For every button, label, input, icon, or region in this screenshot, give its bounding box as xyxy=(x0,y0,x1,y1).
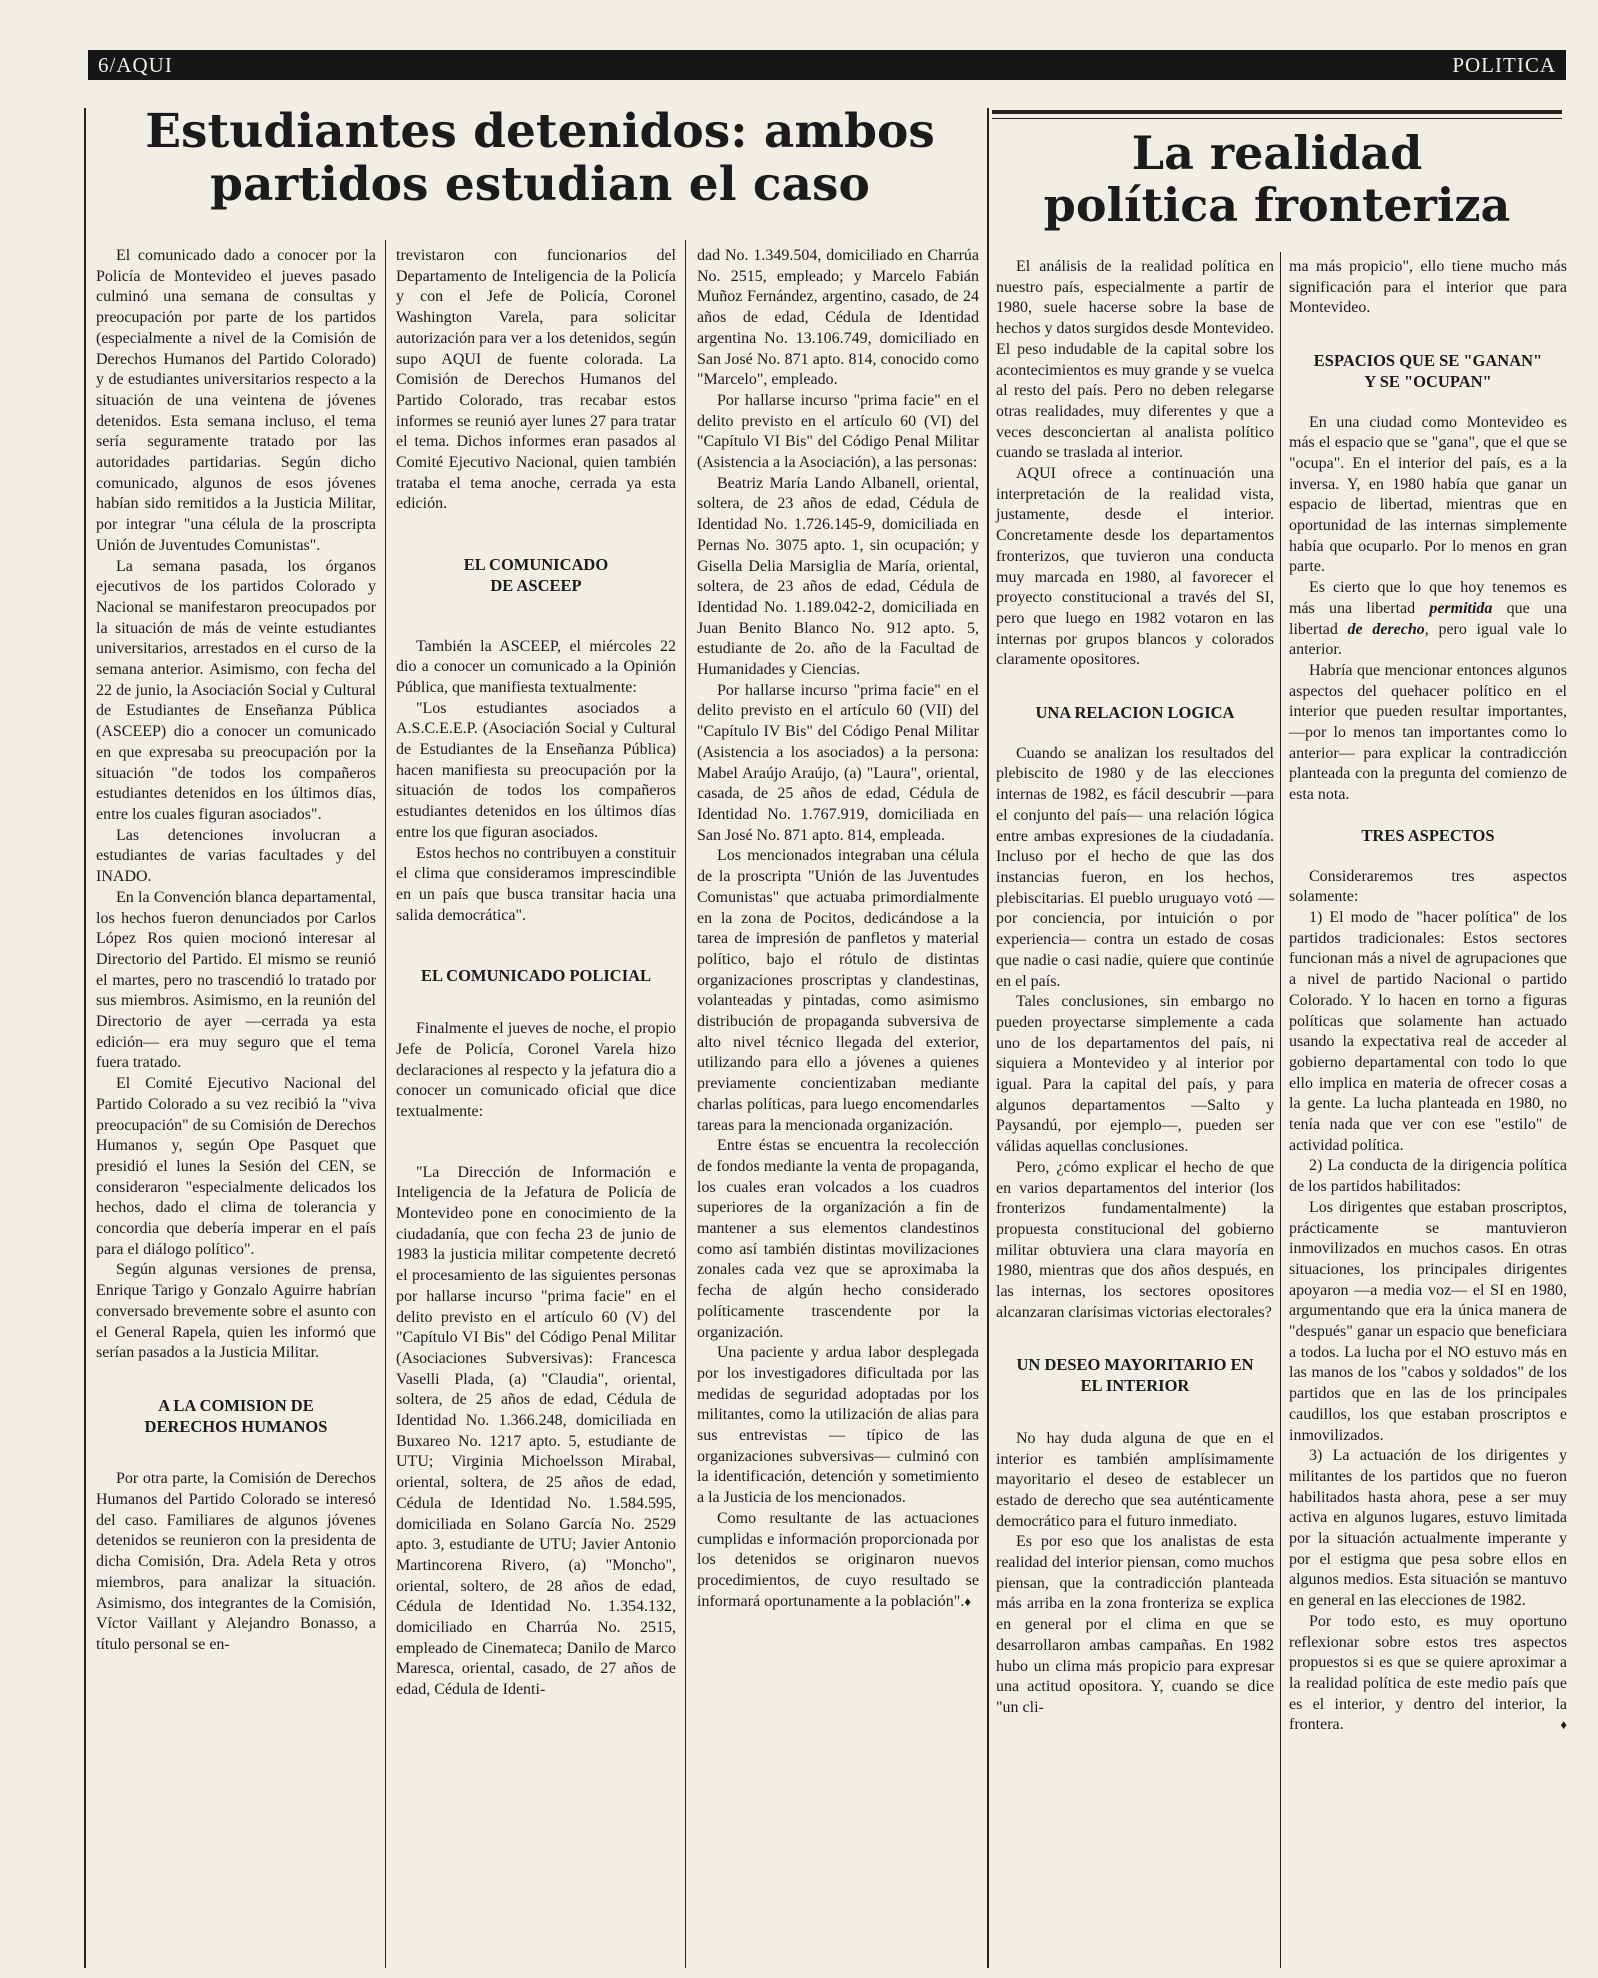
text-run: , pero igual vale lo anterior. xyxy=(1289,620,1567,659)
paragraph: Estos hechos no contribuyen a constituir el clima que consideramos imprescindible en un país que busca transitar hacia una salida democrática". xyxy=(396,844,676,924)
paragraph: 3) La actuación de los dirigentes y militantes de los partidos que no fueron habilitados hasta ahora, pese a ser muy activa en algunos lugares, estuvo limitada por la situación actualmente imperante y por el estigma que pesa sobre ellos en algunos medios. Esta situación se mantuvo en general en las elecciones de 1982. xyxy=(1289,1447,1567,1610)
headline-line: política fronteriza xyxy=(1043,177,1511,232)
paragraph: Habría que mencionar entonces algunos aspectos del quehacer político en el interior que pueden resultar importantes, —por lo menos tan importantes como lo anterior— para explicar la contradicción planteada con la pregunta del comienzo de esta nota. xyxy=(1289,661,1567,804)
paragraph: Una paciente y ardua labor desplegada por los investigadores dificultada por las medidas de seguridad adoptadas por los militantes, como la utilización de alias para sus entrevistas — típico de las organizaciones subversivas— culminó con la identificación, detención y sometimiento a la Justicia de los mencionados. xyxy=(697,1344,979,1507)
paragraph: "Los estudiantes asociados a A.S.C.E.E.P. (Asociación Social y Cultural de Estudiantes de la Enseñanza Pública) hacen manifiesta su preocupación por la situación de todos los compañeros estudiantes detenidos en los últimos días entre los que figuran asociados. xyxy=(396,699,676,841)
paragraph: ma más propicio", ello tiene mucho más significación para el interior que para Montevideo. xyxy=(1289,258,1567,317)
paragraph: Finalmente el jueves de noche, el propio Jefe de Policía, Coronel Varela hizo declaraciones al respecto y la jefatura dio a conocer un comunicado oficial que dice textualmente: xyxy=(396,1020,676,1120)
paragraph: Consideraremos tres aspectos solamente: xyxy=(1289,867,1567,906)
page-header-bar xyxy=(88,50,1566,80)
subheading: UNA RELACION LOGICA xyxy=(1035,703,1235,723)
paragraph: Las detenciones involucran a estudiantes de varias facultades y del INADO. xyxy=(96,826,376,886)
paragraph: trevistaron con funcionarios del Departamento de Inteligencia de la Policía y con el Jefe de Policía, Coronel Washington Varela, para solicitar autorización para ver a los detenidos, según supo AQUI de fuente colorada. La Comisión de Derechos Humanos del Partido Colorado, tras recabar estos informes se reunió ayer lunes 27 para tratar el tema. Dichos informes eran pasados al Comité Ejecutivo Nacional, quien también trataba el tema anoche, cerrada ya esta edición. xyxy=(396,247,676,513)
column-divider xyxy=(385,240,386,1968)
column-divider xyxy=(685,240,686,1968)
right-article-column-2 xyxy=(1289,257,1567,1736)
right-article-column-1 xyxy=(996,257,1274,1719)
paragraph-final xyxy=(1289,1612,1567,1736)
paragraph: Tales conclusiones, sin embargo no pueden proyectarse simplemente a cada uno de los departamentos del país, ni siquiera a Montevideo y al interior por igual. Para la capital del país, y para algunos departamentos —Salto y Paysandú, por ejemplo—, pueden ser válidas aquellas conclusiones. xyxy=(996,993,1274,1156)
paragraph: Por hallarse incurso "prima facie" en el delito previsto en el artículo 60 (VI) del "Capítulo VI Bis" del Código Penal Militar (Asistencia a la Asociación), a las personas: xyxy=(697,391,979,472)
paragraph: dad No. 1.349.504, domiciliado en Charrúa No. 2515, empleado; y Marcelo Fabián Muñoz Fernández, argentino, casado, de 24 años de edad, Cédula de Identidad argentina No. 13.106.749, domiciliado en San José No. 871 apto. 814, conocido como "Marcelo", empleado. xyxy=(697,247,979,389)
column-divider xyxy=(1280,252,1281,1968)
left-article-column-1 xyxy=(96,246,376,1656)
paragraph: Por hallarse incurso "prima facie" en el delito previsto en el artículo 60 (VII) del "Capítulo IV Bis" del Código Penal Militar (Asistencia a los asociados) a la persona: Mabel Araújo Araújo, (a) "Laura", oriental, casada, de 25 años de edad, Cédula de Identidad No. 1.767.919, domiciliada en San José No. 871 apto. 814, empleada. xyxy=(697,681,979,844)
paragraph: El Comité Ejecutivo Nacional del Partido Colorado a su vez recibió la "viva preocupación" de su Comisión de Derechos Humanos y, según Ope Pasquet que presidió el lunes la Sesión del CEN, se consideraron "especialmente delicados los hechos, dado el clima de tolerancia y concordia que debería imperar en el país para el diálogo político". xyxy=(96,1075,376,1258)
paragraph: Por otra parte, la Comisión de Derechos Humanos del Partido Colorado se interesó del caso. Familiares de algunos jóvenes detenidos se reunieron con la presidenta de dicha Comisión, Dra. Adela Reta y otros miembros, para analizar la situación. Asimismo, dos integrantes de la Comisión, Víctor Vaillant y Alejandro Bonasso, a título personal se en- xyxy=(96,1470,376,1653)
end-mark: ♦ xyxy=(1560,1717,1567,1733)
paragraph: Pero, ¿cómo explicar el hecho de que en varios departamentos del interior (los fronterizos fundamentalmente) la propuesta constitucional del gobierno militar obtuviera una clara mayoría en 1980, mientras que dos años después, en las internas, los sectores opositores alcanzaran clarísimas victorias electorales? xyxy=(996,1158,1274,1321)
headline-line: Estudiantes detenidos: ambos xyxy=(145,104,935,159)
paragraph: Los mencionados integraban una célula de la proscripta "Unión de las Juventudes Comunistas" que actuaba primordialmente en la zona de Pocitos, dedicándose a la tarea de impresión de panfletos y material político, bajo el rótulo de distintas organizaciones proscriptas y clandestinas, volanteadas y pintadas, como asimismo distribución de propaganda subversiva de alto nivel técnico llegada del exterior, utilizando para ello a jóvenes a quienes previamente concientizaban mediante charlas políticas, para luego encomendarles tareas para la mencionada organización. xyxy=(697,847,979,1134)
emphasis: de derecho xyxy=(1347,620,1425,638)
paragraph: Entre éstas se encuentra la recolección de fondos mediante la venta de propaganda, los cuales eran volcados a los cuadros superiores de la organización a fin de mantener a sus elementos clandestinos como así también distintas movilizaciones zonales cada vez que se aproximaba la fecha de algún hecho considerado políticamente trascendente por la organización. xyxy=(697,1137,979,1341)
paragraph: 1) El modo de "hacer política" de los partidos tradicionales: Estos sectores funcionan más a nivel de agrupaciones que a nivel de partido Nacional o partido Colorado. Y lo hacen en torno a figuras políticas que solamente han actuado usando la expectativa real de acceder al gobierno departamental con todo lo que ello implica en materia de ofrecer cosas a la gente. La lucha planteada en 1980, no tenía nada que ver con ese "estilo" de actividad política. xyxy=(1289,908,1567,1154)
end-mark: ♦ xyxy=(964,1593,971,1609)
right-article-top-rule xyxy=(992,110,1562,114)
paragraph-final xyxy=(697,1509,979,1613)
paragraph: Los dirigentes que estaban proscriptos, prácticamente se mantuvieron inmovilizados en muchos casos. En otras situaciones, los principales dirigentes apoyaron —a media voz— el SI en 1980, argumentando que era la única manera de "después" ganar un espacio que beneficiara a todos. La lucha por el NO estuvo más en las manos de los "cabos y soldados" de los partidos que en las de los principales caudillos, los que estaban proscriptos e inmovilizados. xyxy=(1289,1198,1567,1444)
subheading: EL COMUNICADO DE ASCEEP xyxy=(463,555,609,595)
article-divider xyxy=(987,108,989,1968)
text-run: Es cierto que lo que hoy tenemos es más una libertad xyxy=(1289,579,1567,617)
right-article-headline xyxy=(994,128,1560,231)
right-article-top-rule-thin xyxy=(992,118,1562,119)
paragraph: Cuando se analizan los resultados del plebiscito de 1980 y de las elecciones internas de 1982, es fácil descubrir —para el conjunto del país— una relación lógica entre ambas expresiones de la ciudadanía. Incluso por el hecho de que las dos instancias fueron, en los hechos, plebiscitarias. El pueblo uruguayo votó —por conciencia, por intuición o por experiencia— contra un estado de cosas que nadie o casi nadie, quiere que continúe en el país. xyxy=(996,744,1274,990)
subheading: TRES ASPECTOS xyxy=(1361,825,1495,845)
paragraph: AQUI ofrece a continuación una interpretación de la realidad vista, justamente, desde el interior. Concretamente desde los departamentos fronterizos, que tuvieron una conducta muy marcada en 1980, al favorecer el proyecto constitucional a través del SI, pero que luego en 1982 votaron en las internas por grupos blancos y colorados claramente opositores. xyxy=(996,465,1274,669)
paragraph: En la Convención blanca departamental, los hechos fueron denunciados por Carlos López Ros quien mocionó interesar al Directorio del Partido. El mismo se reunió el martes, pero no trascendió lo tratado por sus miembros. Asimismo, en la reunión del Directorio de ayer —cerrada ya esta edición— era muy seguro que el tema fuera tratado. xyxy=(96,888,376,1072)
subheading: UN DESEO MAYORITARIO EN EL INTERIOR xyxy=(1016,1355,1254,1396)
paragraph: Por todo esto, es muy oportuno reflexionar sobre estos tres aspectos propuestos si es que se quiere aproximar a la realidad política de este medio país que es el interior, y dentro del interior, la frontera. xyxy=(1289,1612,1567,1734)
left-article-headline xyxy=(100,106,980,211)
subheading: ESPACIOS QUE SE "GANAN" Y SE "OCUPAN" xyxy=(1313,351,1543,391)
paragraph: También la ASCEEP, el miércoles 22 dio a conocer un comunicado a la Opinión Pública, que manifiesta textualmente: xyxy=(396,637,676,696)
paragraph: "La Dirección de Información e Inteligencia de la Jefatura de Policía de Montevideo pone en conocimiento de la ciudadanía, que con fecha 23 de junio de 1983 la justicia militar competente decretó el procesamiento de las siguientes personas por hallarse incurso "prima facie" en el delito previsto en el artículo 60 (V) del "Capítulo VI Bis" del Código Penal Militar (Asociaciones Subversivas): Francesca Vaselli Plada, (a) "Claudia", oriental, soltera, de 25 años de edad, Cédula de Identidad No. 1.366.248, domiciliada en Buxareo No. 1217 apto. 5, estudiante de UTU; Virginia Michoelsson Mirabal, oriental, soltera, de 25 años de edad, Cédula de Identidad No. 1.584.595, domiciliada en Solano García No. 2529 apto. 3, estudiante de UTU; Javier Antonio Martincorena Rivero, (a) "Moncho", oriental, soltero, de 28 años de edad, Cédula de Identidad No. 1.354.132, domiciliado en Charrúa No. 2515, empleado de Cinemateca; Danilo de Marco Maresca, oriental, casado, de 27 años de edad, Cédula de Identi- xyxy=(396,1163,676,1699)
subheading: EL COMUNICADO POLICIAL xyxy=(420,966,652,986)
section-name: POLITICA xyxy=(1452,52,1556,77)
left-article-column-2 xyxy=(396,246,676,1701)
paragraph: Es por eso que los analistas de esta realidad del interior piensan, como muchos piensan, que la contradicción planteada más arriba en la zona fronteriza se explica en general por el clima en que se desarrollaron ambas campañas. En 1982 hubo un clima más propicio para expresar una actitud opositora. Y, cuando se dice "un cli- xyxy=(996,1533,1274,1716)
paragraph: Según algunas versiones de prensa, Enrique Tarigo y Gonzalo Aguirre habrían conversado brevemente sobre el asunto con el General Rapela, quien les informó que serían pasados a la Justicia Militar. xyxy=(96,1261,376,1362)
paragraph: En una ciudad como Montevideo es más el espacio que se "gana", que el que se "ocupa". En el interior del país, es a la inversa. Y, en 1980 había que ganar un espacio de libertad, mientras que en oportunidad de las internas simplemente había que ocuparlo. Por lo menos en gran parte. xyxy=(1289,413,1567,576)
headline-line: partidos estudian el caso xyxy=(210,156,870,212)
emphasis: permitida xyxy=(1429,599,1493,617)
left-border-rule xyxy=(84,108,86,1968)
left-article-column-3 xyxy=(697,246,979,1612)
text-run: que una libertad xyxy=(1289,599,1567,638)
paragraph: La semana pasada, los órganos ejecutivos de los partidos Colorado y Nacional se manifestaron preocupados por la situación de más de veinte estudiantes universitarios, arrestados en el curso de la semana anterior. Asimismo, con fecha del 22 de junio, la Asociación Social y Cultural de Estudiantes de Enseñanza Pública (ASCEEP) dio a conocer un comunicado en que expresaba su preocupación por la situación "de todos los compañeros estudiantes detenidos en los últimos días, entre los cuales figuran asociados". xyxy=(96,557,376,823)
paragraph: No hay duda alguna de que en el interior es también amplísimamente mayoritario el deseo de establecer un estado de derecho que sea auténticamente democrático para el futuro inmediato. xyxy=(996,1429,1274,1530)
headline-line: La realidad xyxy=(1131,126,1423,180)
subheading: A LA COMISION DE DERECHOS HUMANOS xyxy=(144,1395,328,1436)
paragraph xyxy=(1289,578,1567,661)
paragraph: Como resultante de las actuaciones cumplidas e información proporcionada por los detenidos se originaron nuevos procedimientos, de cuyo resultado se informará oportunamente a la población". xyxy=(697,1509,979,1610)
paragraph: El comunicado dado a conocer por la Policía de Montevideo el jueves pasado culminó una semana de consultas y preocupación por parte de los partidos (especialmente a nivel de la Comisión de Derechos Humanos del Partido Colorado) y de estudiantes universitarios respecto a la situación de una veintena de jóvenes detenidos. Esta semana incluso, el tema sería seguramente tratado por las autoridades partidarias. Según dicho comunicado, algunos de esos jóvenes habían sido remitidos a la Justicia Militar, por integrar "una célula de la proscripta Unión de Juventudes Comunistas". xyxy=(96,247,376,554)
paragraph: 2) La conducta de la dirigencia política de los partidos habilitados: xyxy=(1289,1157,1567,1196)
paragraph: Beatriz María Lando Albanell, oriental, soltera, de 23 años de edad, Cédula de Identidad No. 1.726.145-9, domiciliada en Pernas No. 3075 apto. 1, sin ocupación; y Gisella Delia Marsiglia de María, oriental, soltera, de 23 años de edad, Cédula de Identidad No. 1.189.042-2, domiciliada en Juan Benito Blanco No. 912 apto. 5, estudiante de 2o. año de la Facultad de Humanidades y Ciencias. xyxy=(697,474,979,679)
page-number-section: 6/AQUI xyxy=(98,52,173,77)
paragraph: El análisis de la realidad política en nuestro país, especialmente a partir de 1980, suele hacerse sobre la base de hechos y datos surgidos desde Montevideo. El peso indudable de la capital sobre los acontecimientos es muy grande y se vuelca al resto del país. Pero no deben relegarse otras realidades, muy diferentes y que a veces desconciertan al analista político cuando se traslada al interior. xyxy=(996,258,1274,462)
